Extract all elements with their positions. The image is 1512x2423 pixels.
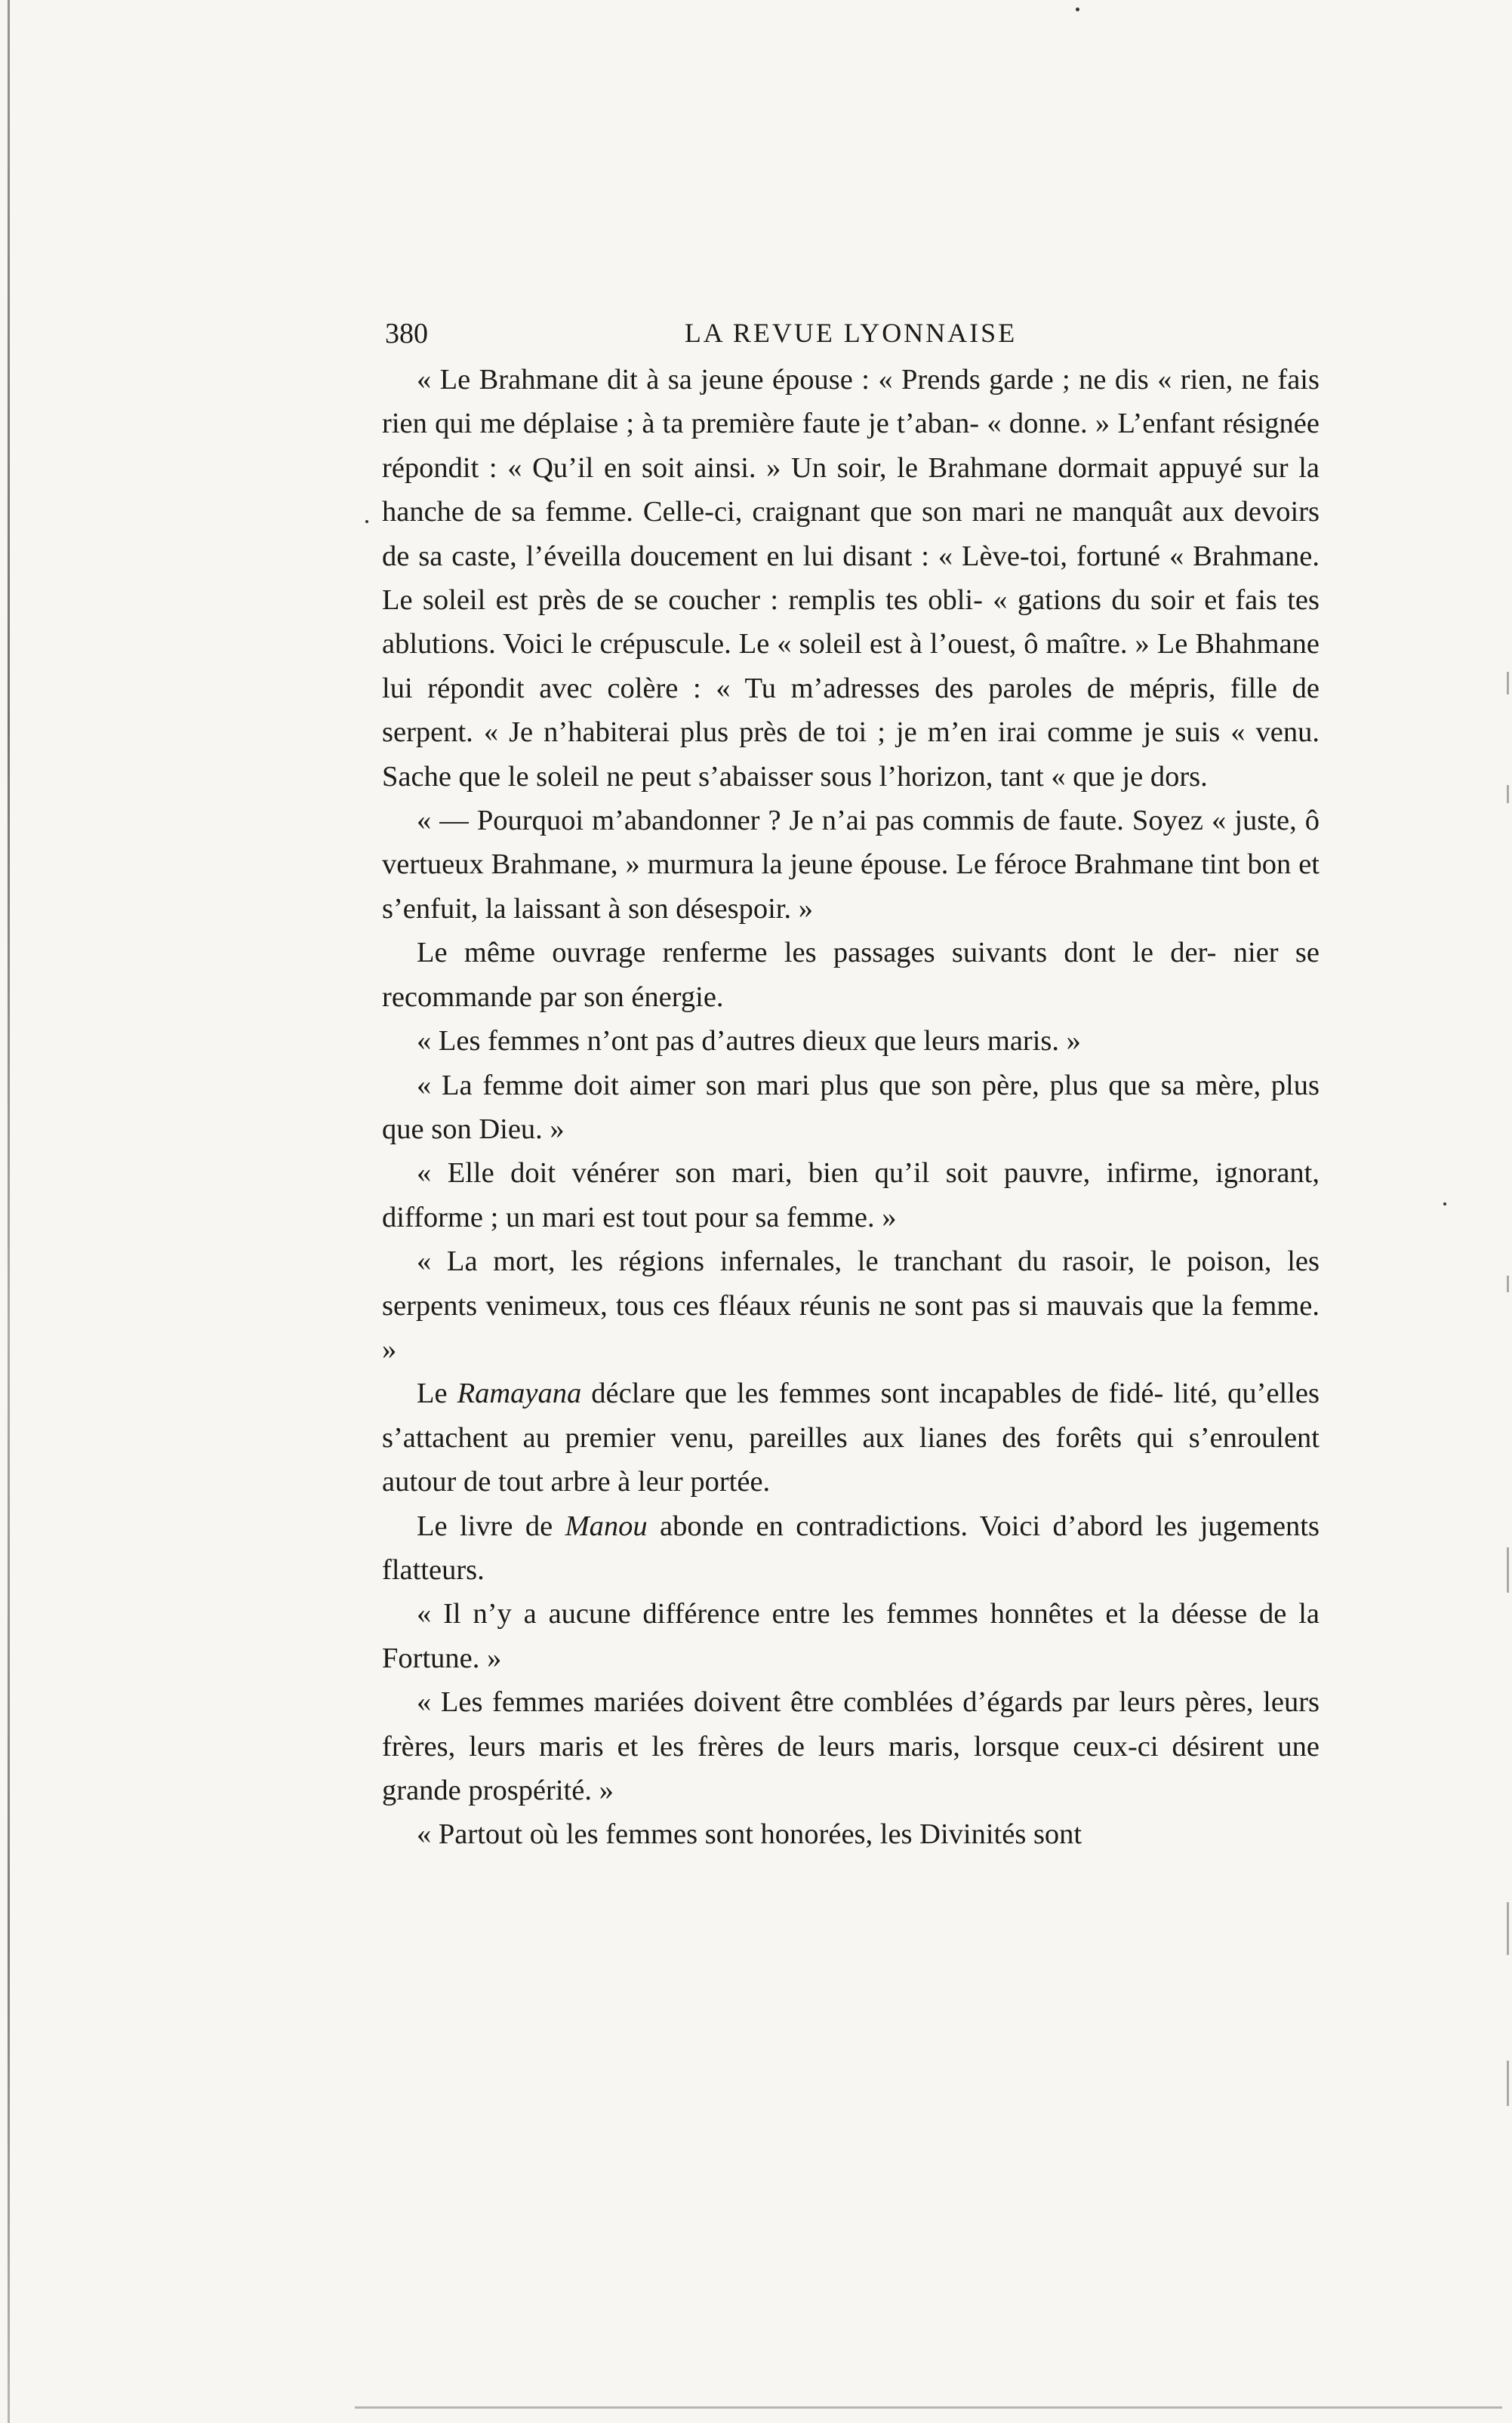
work-title-manou: Manou	[565, 1510, 648, 1542]
page-header	[382, 311, 1320, 356]
paragraph-ramayana	[382, 1372, 1320, 1504]
scan-right-mark	[1507, 785, 1509, 803]
scan-right-mark	[1507, 2061, 1509, 2106]
scan-right-mark	[1507, 1276, 1509, 1292]
scan-speck	[365, 520, 368, 523]
paragraph: « La femme doit aimer son mari plus que son père, plus que sa mère, plus que son Dieu. »	[382, 1069, 1320, 1145]
text-run: abonde en contradictions. Voici d’abord les jugements flatteurs.	[382, 1510, 1320, 1586]
paragraph: « Les femmes n’ont pas d’autres dieux que leurs maris. »	[417, 1025, 1081, 1058]
paragraph: « Partout où les femmes sont honorées, les Divinités sont	[417, 1818, 1082, 1851]
paragraph: « Le Brahmane dit à sa jeune épouse : « Prends garde ; ne dis « rien, ne fais rien qui me déplaise ; à ta première faute je t’aban- « donne. » L’enfant résignée répondit : « Qu’il en soit ainsi. » Un soir, le Brahmane dormait appuyé sur la hanche de sa femme. Celle-ci, craignant que son mari ne manquât aux devoirs de sa caste, l’éveilla doucement en lui disant : « Lève-toi, fortuné « Brahmane. Le soleil est près de se coucher : remplis tes obli- « gations du soir et fais tes ablutions. Voici le crépuscule. Le « soleil est à l’ouest, ô maître. » Le Bhahmane lui répondit avec colère : « Tu m’adresses des paroles de mépris, fille de serpent. « Je n’habiterai plus près de toi ; je m’en irai comme je suis « venu. Sache que le soleil ne peut s’abaisser sous l’horizon, tant « que je dors.	[382, 364, 1320, 793]
scan-speck	[1443, 1202, 1446, 1205]
paragraph: « La mort, les régions infernales, le tranchant du rasoir, le poison, les serpents venimeux, tous ces fléaux réunis ne sont pas si mauvais que la femme. »	[382, 1245, 1320, 1365]
page-number: 380	[385, 318, 428, 349]
scan-right-mark	[1507, 1902, 1509, 1955]
paragraph: « — Pourquoi m’abandonner ? Je n’ai pas commis de faute. Soyez « juste, ô vertueux Brahmane, » murmura la jeune épouse. Le féroce Brahmane tint bon et s’enfuit, la laissant à son désespoir. »	[382, 805, 1320, 925]
text-run: déclare que les femmes sont incapables de fidé- lité, qu’elles s’attachent au premier venu, pareilles aux lianes des forêts qui s’enroulent autour de tout arbre à leur portée.	[382, 1378, 1320, 1498]
text-run: Le livre de	[417, 1510, 565, 1542]
work-title-ramayana: Ramayana	[457, 1378, 582, 1410]
text-run: Le	[417, 1378, 457, 1410]
paragraph: « Elle doit vénérer son mari, bien qu’il soit pauvre, infirme, ignorant, difforme ; un mari est tout pour sa femme. »	[382, 1157, 1320, 1233]
running-title: LA REVUE LYONNAISE	[684, 318, 1018, 348]
scan-bottom-edge	[355, 2406, 1502, 2409]
scan-right-mark	[1507, 672, 1509, 694]
paragraph: Le même ouvrage renferme les passages suivants dont le der- nier se recommande par son énergie.	[382, 937, 1320, 1013]
scan-speck	[1076, 8, 1079, 11]
paragraph: « Les femmes mariées doivent être comblées d’égards par leurs pères, leurs frères, leurs maris et les frères de leurs maris, lorsque ceux-ci désirent une grande prospérité. »	[382, 1686, 1320, 1806]
scan-left-edge	[8, 0, 10, 2423]
paragraph-manou	[382, 1504, 1320, 1593]
body-text	[382, 358, 1320, 1857]
book-page	[382, 311, 1320, 1857]
scan-right-mark	[1507, 1547, 1509, 1593]
paragraph: « Il n’y a aucune différence entre les femmes honnêtes et la déesse de la Fortune. »	[382, 1598, 1320, 1674]
